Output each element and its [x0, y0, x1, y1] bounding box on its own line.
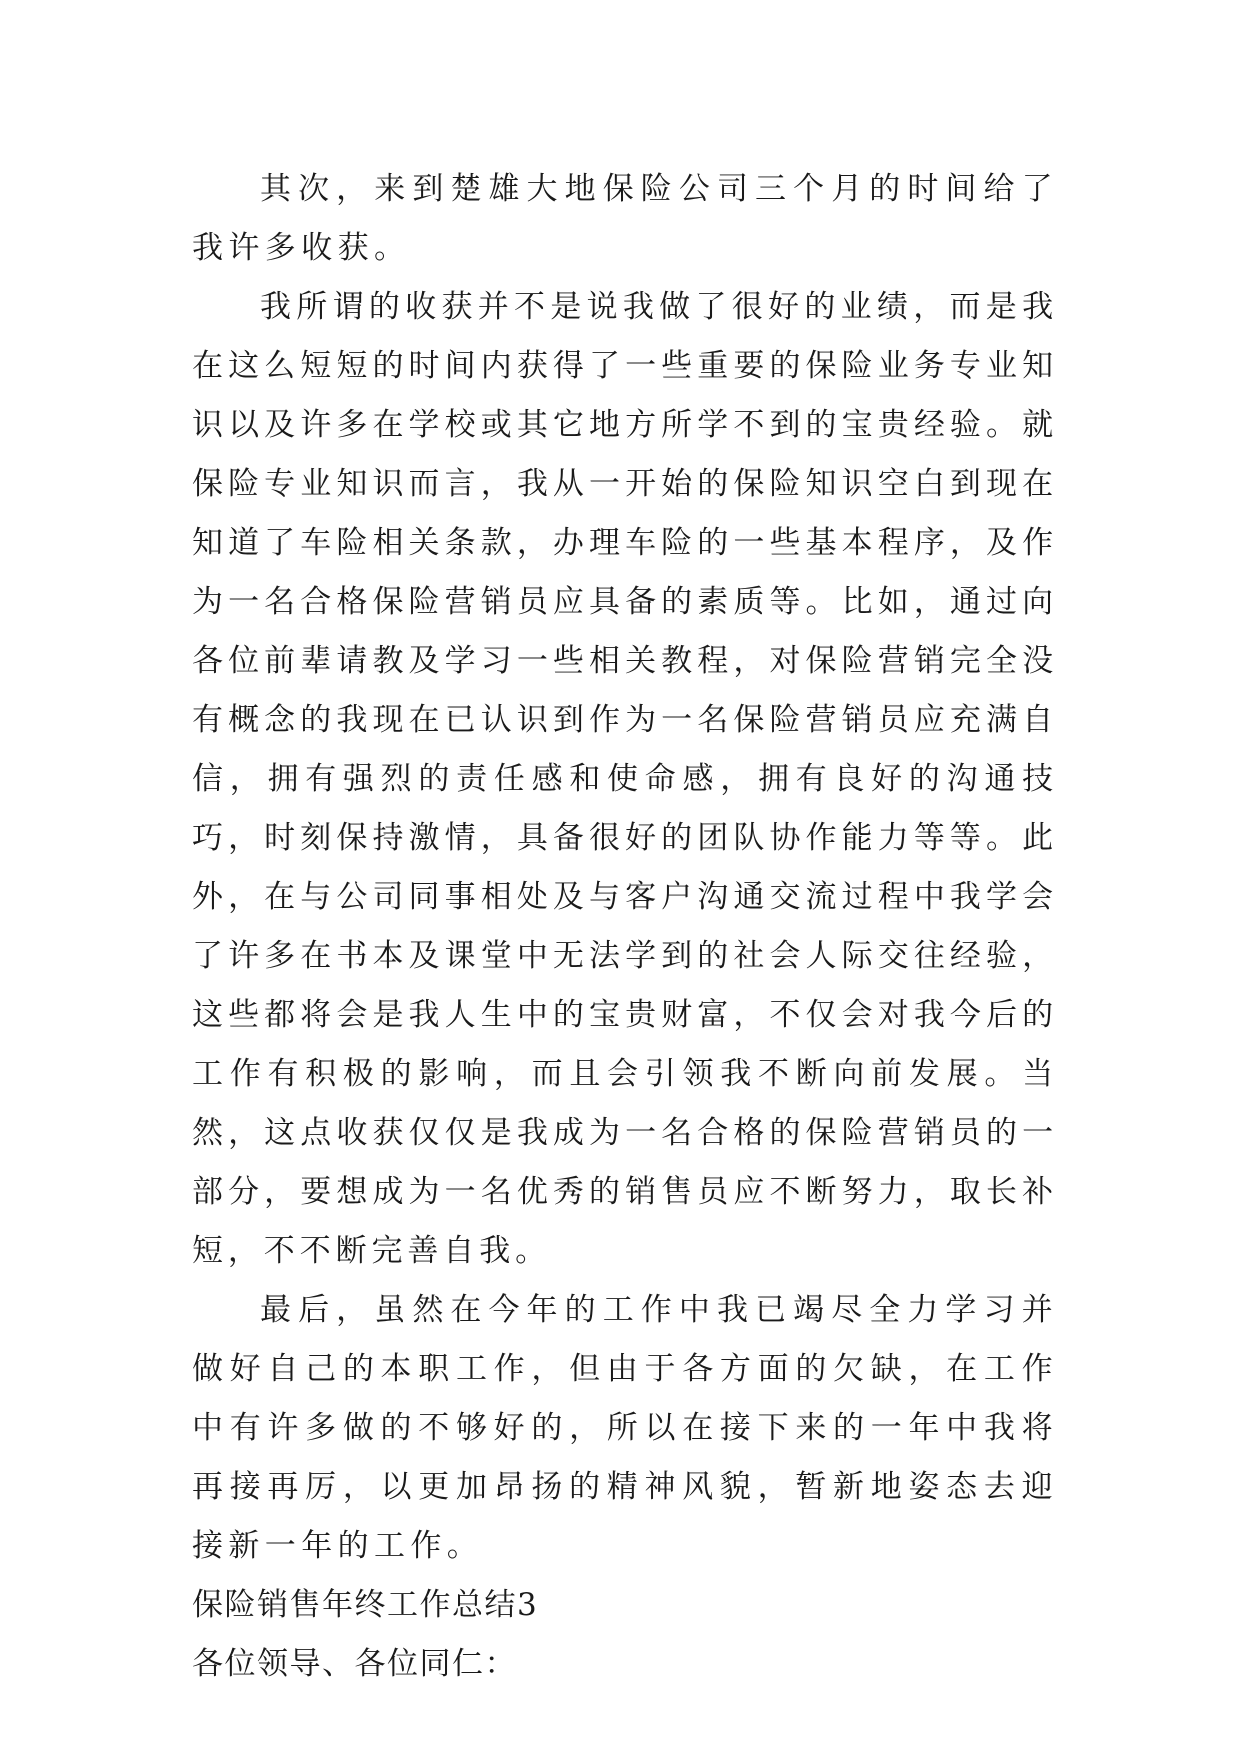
- paragraph-harvest-detail: 我所谓的收获并不是说我做了很好的业绩，而是我在这么短短的时间内获得了一些重要的保险业务专业知识以及许多在学校或其它地方所学不到的宝贵经验。就保险专业知识而言，我从一开始的保险知识空白到现在知道了车险相关条款，办理车险的一些基本程序，及作为一名合格保险营销员应具备的素质等。比如，通过向各位前辈请教及学习一些相关教程，对保险营销完全没有概念的我现在已认识到作为一名保险营销员应充满自信，拥有强烈的责任感和使命感，拥有良好的沟通技巧，时刻保持激情，具备很好的团队协作能力等等。此外，在与公司同事相处及与客户沟通交流过程中我学会了许多在书本及课堂中无法学到的社会人际交往经验，这些都将会是我人生中的宝贵财富，不仅会对我今后的工作有积极的影响，而且会引领我不断向前发展。当然，这点收获仅仅是我成为一名合格的保险营销员的一部分，要想成为一名优秀的销售员应不断努力，取长补短，不不断完善自我。: [192, 289, 1058, 1269]
- salutation: 各位领导、各位同仁：: [192, 1646, 517, 1682]
- paragraph-conclusion: 最后，虽然在今年的工作中我已竭尽全力学习并做好自己的本职工作，但由于各方面的欠缺，在工作中有许多做的不够好的，所以在接下来的一年中我将再接再厉，以更加昂扬的精神风貌，暂新地姿态去迎接新一年的工作。: [192, 1292, 1058, 1564]
- document-body: [192, 160, 1058, 1694]
- section-title: 保险销售年终工作总结3: [192, 1587, 539, 1623]
- paragraph-harvest-intro: 其次，来到楚雄大地保险公司三个月的时间给了我许多收获。: [192, 171, 1058, 266]
